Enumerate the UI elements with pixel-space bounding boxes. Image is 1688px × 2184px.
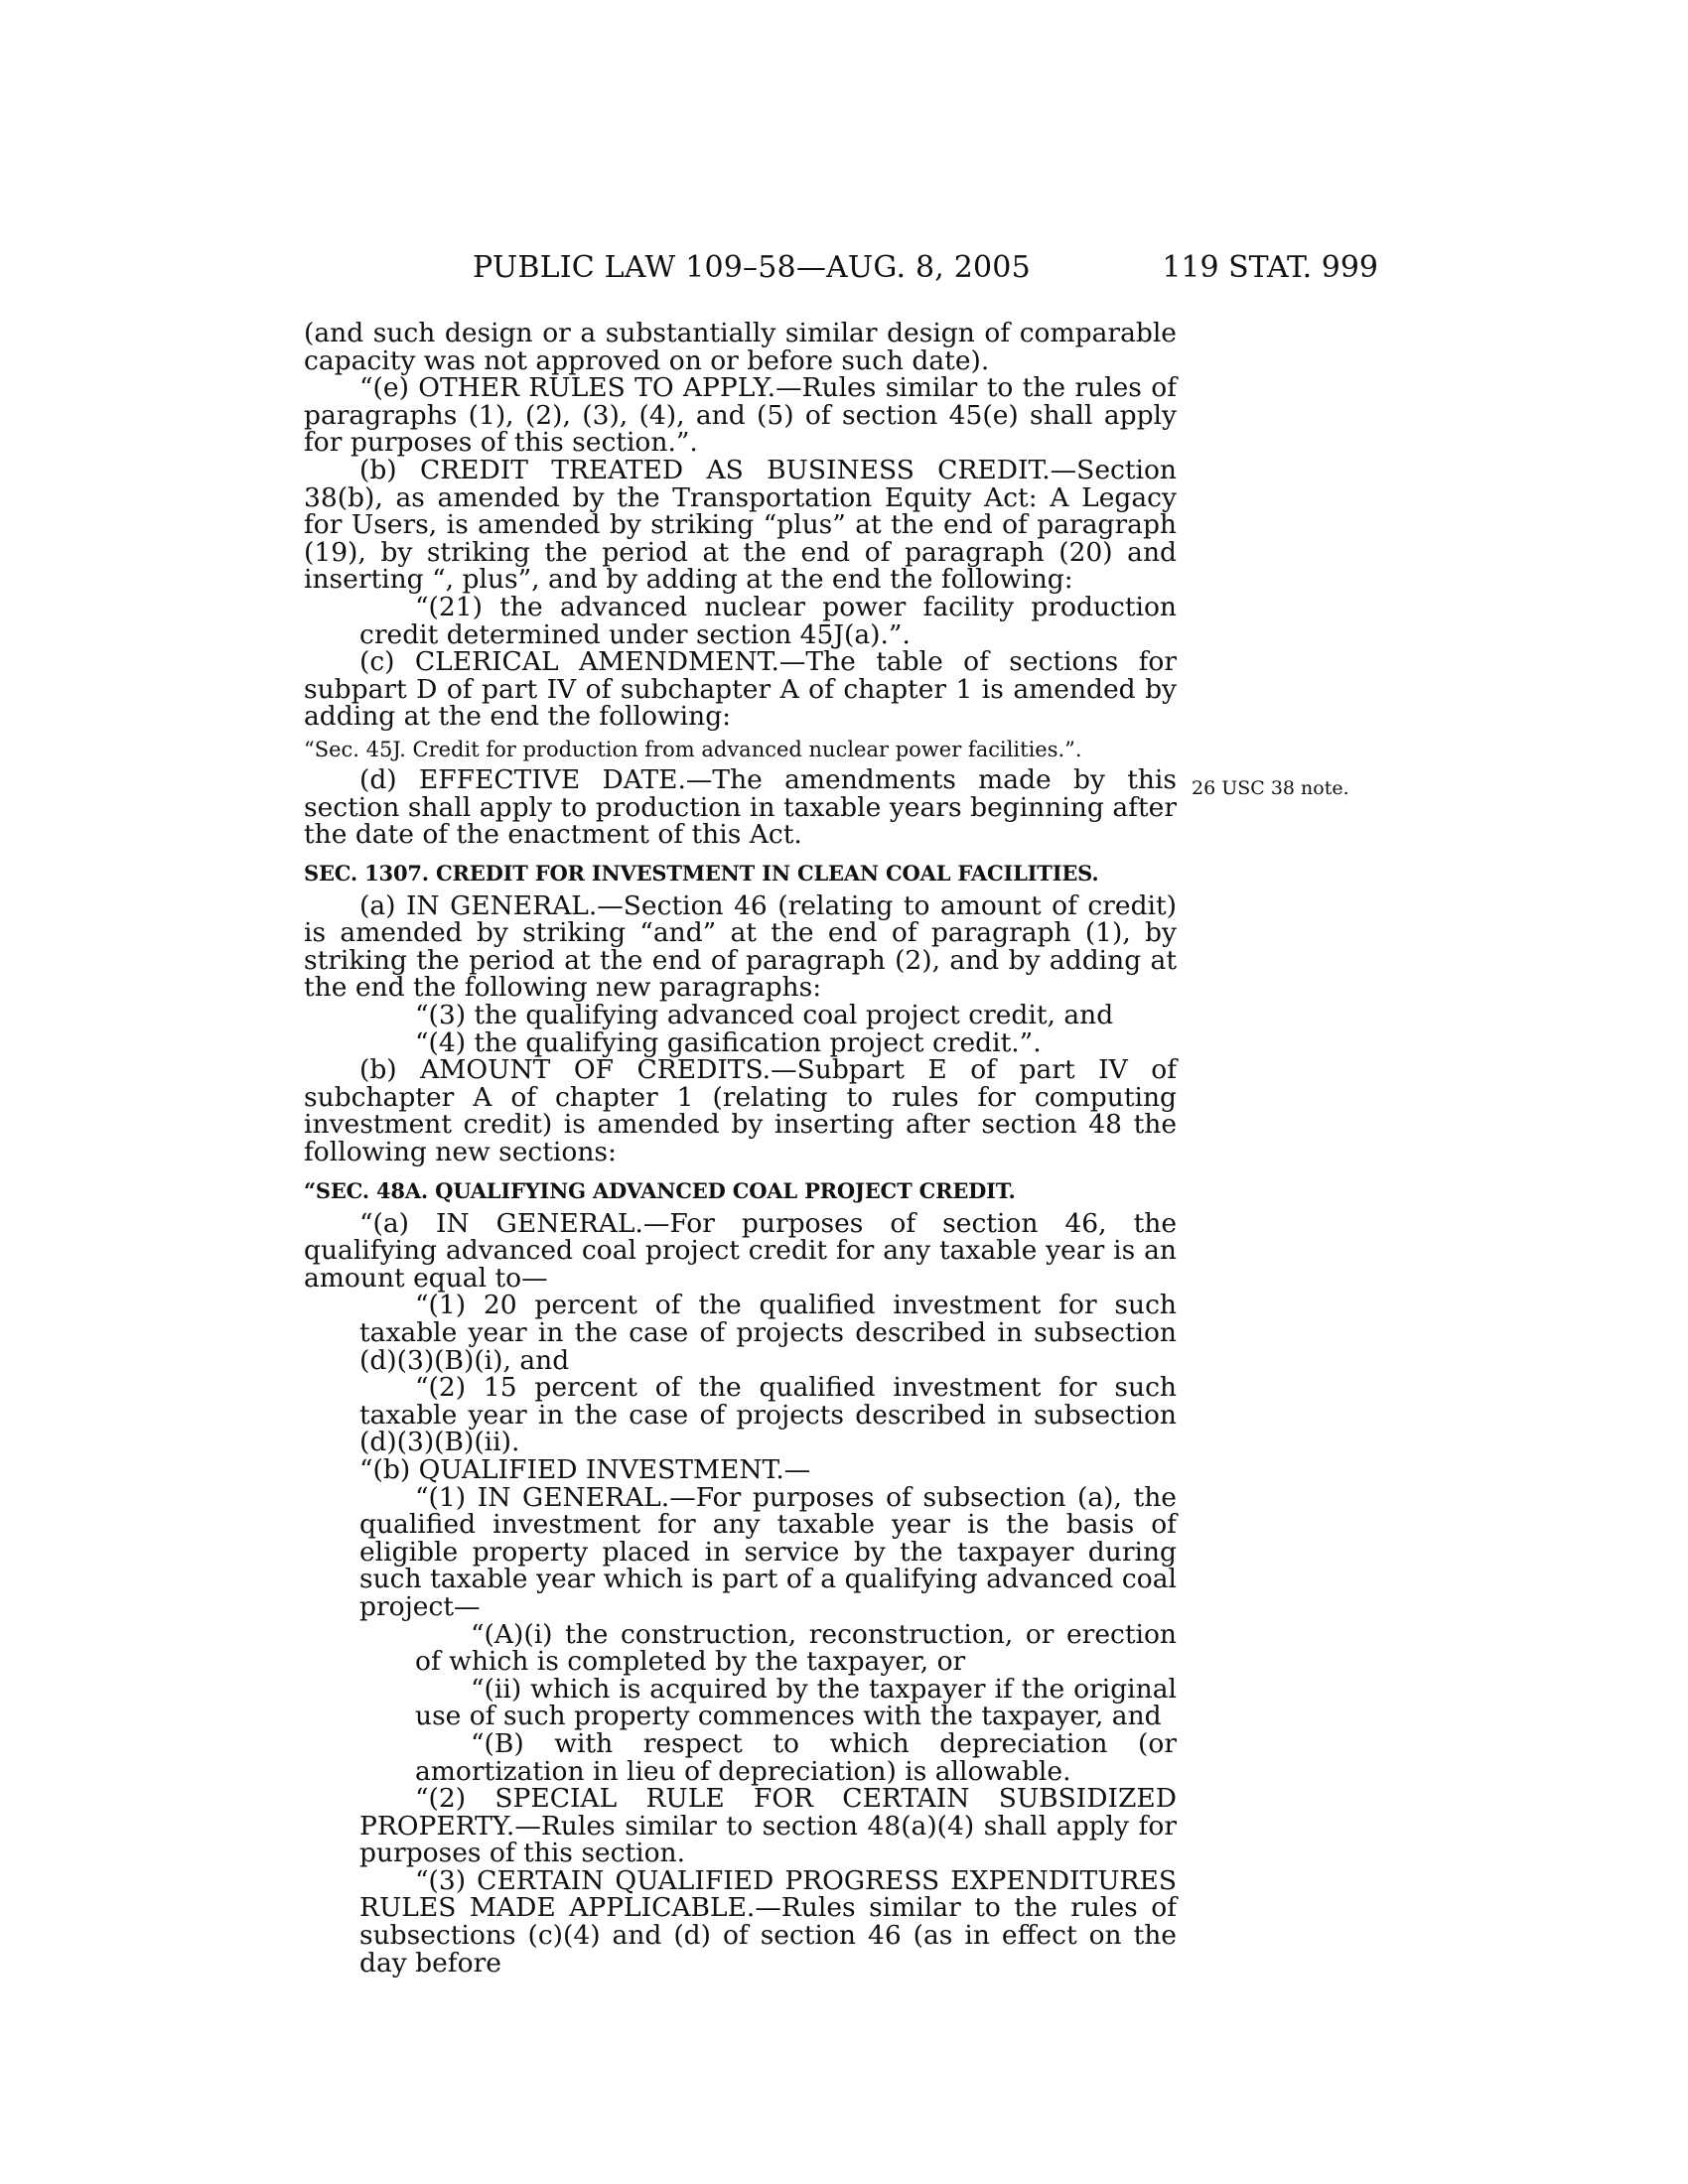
subsection-b-business-credit: (b) CREDIT TREATED AS BUSINESS CREDIT.—Section 38(b), as amended by the Transportation Equity Act: A Legacy for Users, is amended by striking “plus” at the end of paragraph (19), by striking the period at the end of paragraph (20) and inserting “, plus”, and by adding at the end the following: bbox=[304, 454, 1177, 596]
subsection-a-in-general: (a) IN GENERAL.—Section 46 (relating to amount of credit) is amended by striking “and” at the end of paragraph (1), by striking the period at the end of paragraph (2), and by adding at the end the following new paragraphs: bbox=[304, 889, 1177, 1004]
paragraph: (and such design or a substantially similar design of comparable capacity was not approved on or before such date). bbox=[304, 318, 1177, 376]
paragraph-b-1: “(1) IN GENERAL.—For purposes of subsection (a), the qualified investment for any taxable year is the basis of eligible property placed in service by the taxpayer during such taxable year which is part of a qualifying advanced coal project— bbox=[359, 1481, 1177, 1622]
paragraph-48a-1: “(1) 20 percent of the qualified investment for such taxable year in the case of projects described in subsection (d)(3)(B)(i), and bbox=[359, 1290, 1177, 1376]
paragraph-48a-2: “(2) 15 percent of the qualified investment for such taxable year in the case of projects described in subsection (d)(3)(B)(ii). bbox=[359, 1372, 1177, 1458]
subsection-48a-b: “(b) QUALIFIED INVESTMENT.— bbox=[359, 1453, 811, 1485]
clause-a-i: “(A)(i) the construction, reconstruction, or erection of which is completed by the taxpayer, or bbox=[415, 1618, 1177, 1678]
subsection-48a-a: “(a) IN GENERAL.—For purposes of section 46, the qualifying advanced coal project credit for any taxable year is an amount equal to— bbox=[304, 1207, 1177, 1294]
table-of-sections-entry: “Sec. 45J. Credit for production from advanced nuclear power facilities.”. bbox=[304, 737, 1082, 761]
margin-note: 26 USC 38 note. bbox=[1192, 777, 1349, 799]
statute-page-number: 119 STAT. 999 bbox=[1162, 250, 1378, 285]
paragraph-4: “(4) the qualifying gasification project credit.”. bbox=[415, 1026, 1042, 1058]
clause-b: “(B) with respect to which depreciation (or amortization in lieu of depreciation) is allowable. bbox=[415, 1727, 1177, 1787]
paragraph-b-3: “(3) CERTAIN QUALIFIED PROGRESS EXPENDITURES RULES MADE APPLICABLE.—Rules similar to the rules of subsections (c)(4) and (d) of section 46 (as in effect on the day before bbox=[359, 1864, 1177, 1979]
page-header bbox=[298, 250, 1378, 290]
subsection-d-effective-date: (d) EFFECTIVE DATE.—The amendments made by this section shall apply to production in taxable years beginning after the date of the enactment of this Act. bbox=[304, 763, 1177, 851]
clause-ii: “(ii) which is acquired by the taxpayer if the original use of such property commences with the taxpayer, and bbox=[415, 1673, 1177, 1732]
running-title: PUBLIC LAW 109–58—AUG. 8, 2005 bbox=[473, 250, 1031, 285]
paragraph-21: “(21) the advanced nuclear power facility production credit determined under section 45J(a).”. bbox=[359, 591, 1177, 650]
section-heading-48a: “SEC. 48A. QUALIFYING ADVANCED COAL PROJECT CREDIT. bbox=[304, 1177, 1016, 1203]
paragraph-b-2: “(2) SPECIAL RULE FOR CERTAIN SUBSIDIZED PROPERTY.—Rules similar to section 48(a)(4) shall apply for purposes of this section. bbox=[359, 1783, 1177, 1869]
section-heading-1307: SEC. 1307. CREDIT FOR INVESTMENT IN CLEAN COAL FACILITIES. bbox=[304, 860, 1099, 886]
paragraph-3: “(3) the qualifying advanced coal project credit, and bbox=[415, 1000, 1114, 1031]
subsection-e: “(e) OTHER RULES TO APPLY.—Rules similar to the rules of paragraphs (1), (2), (3), (4), and (5) of section 45(e) shall apply for purposes of this section.”. bbox=[304, 372, 1177, 459]
subsection-b-amount-of-credits: (b) AMOUNT OF CREDITS.—Subpart E of part IV of subchapter A of chapter 1 (relating to rules for computing investment credit) is amended by inserting after section 48 the following new sections: bbox=[304, 1054, 1177, 1168]
body-text bbox=[304, 320, 1177, 1977]
subsection-c-clerical: (c) CLERICAL AMENDMENT.—The table of sections for subpart D of part IV of subchapter A of chapter 1 is amended by adding at the end the following: bbox=[304, 646, 1177, 733]
